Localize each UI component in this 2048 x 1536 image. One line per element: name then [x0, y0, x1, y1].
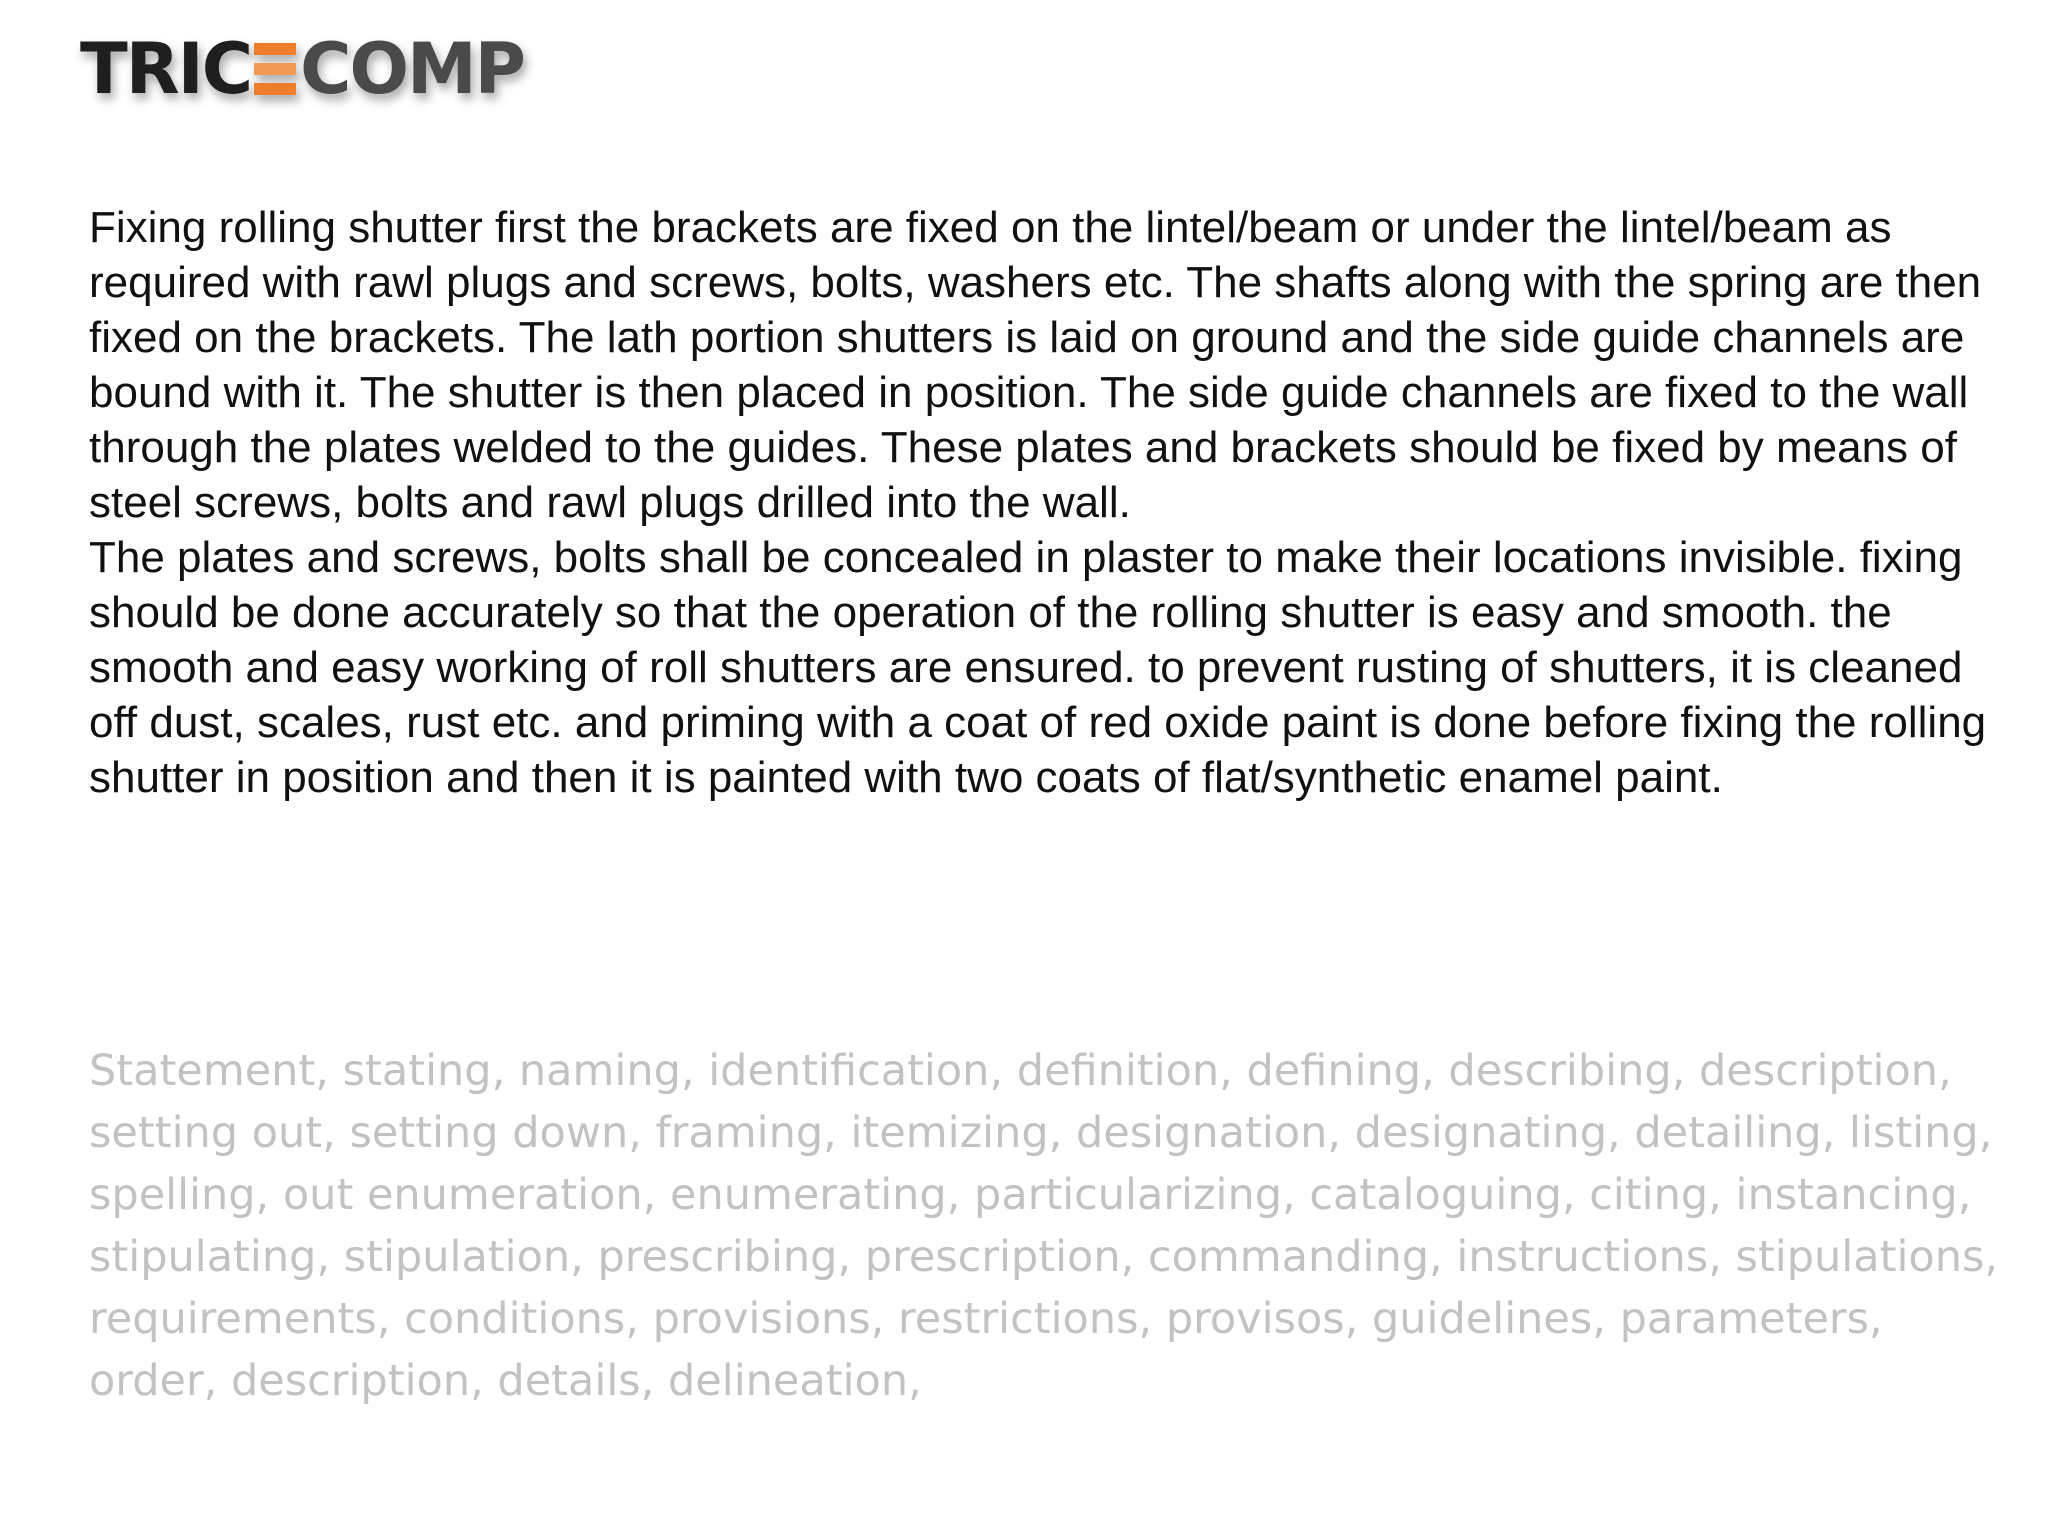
paragraph-finishing-procedure: The plates and screws, bolts shall be concealed in plaster to make their locations invisible. fixing should be done accurately so that the operation of the rolling shutter is easy and smooth. the smooth and easy working of roll shutters are ensured. to prevent rusting of shutters, it is cleaned off dust, scales, rust etc. and priming with a coat of red oxide paint is done before fixing the rolling shutter in position and then it is painted with two coats of flat/synthetic enamel paint. [89, 533, 1987, 802]
keywords-watermark-text: Statement, stating, naming, identification, definition, defining, describing, description, setting out, setting down, framing, itemizing, designation, designating, detailing, listing, spelling, out enumeration, enumerating, particularizing, cataloguing, citing, instancing, stipulating, stipulation, prescribing, prescription, commanding, instructions, stipulations, requirements, conditions, provisions, restrictions, provisos, guidelines, parameters, order, description, details, delineation, [89, 1046, 1999, 1406]
logo-text-comp: COMP [300, 28, 524, 110]
main-content [89, 200, 2009, 805]
logo-e-bars-icon [254, 43, 296, 95]
tricecomp-logo [80, 28, 524, 110]
logo-text-tric: TRIC [80, 28, 252, 110]
paragraph-fixing-procedure: Fixing rolling shutter first the brackets are fixed on the lintel/beam or under the lintel/beam as required with rawl plugs and screws, bolts, washers etc. The shafts along with the spring are then fixed on the brackets. The lath portion shutters is laid on ground and the side guide channels are bound with it. The shutter is then placed in position. The side guide channels are fixed to the wall through the plates welded to the guides. These plates and brackets should be fixed by means of steel screws, bolts and rawl plugs drilled into the wall. [89, 203, 1982, 527]
